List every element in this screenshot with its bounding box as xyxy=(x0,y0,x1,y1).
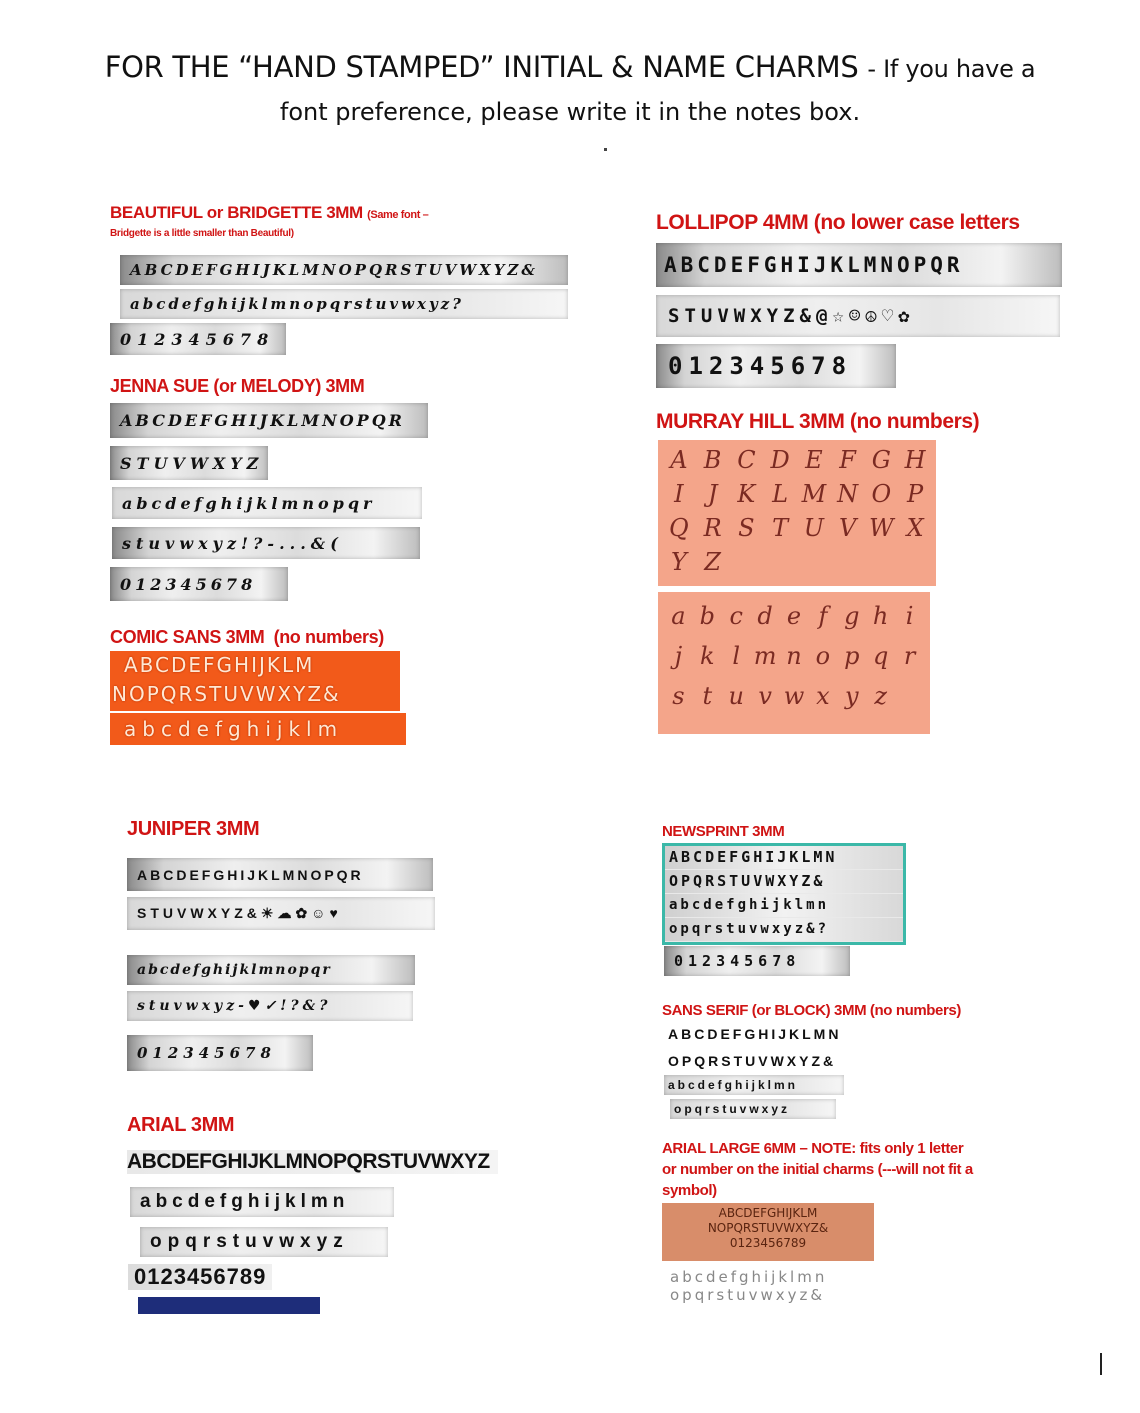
newsprint-sample-upper: ABCDEFGHIJKLMN xyxy=(665,846,903,869)
arial-large-label-3: symbol) xyxy=(662,1182,717,1199)
murray-upper-glyph: Q xyxy=(669,514,689,542)
comic-sample-upper: ABCDEFGHIJKLM xyxy=(124,653,315,677)
page-title xyxy=(0,50,1140,84)
murray-lower-grid xyxy=(664,602,924,710)
juniper-sample-lower-2: stuvwxyz-♥✓!?&? xyxy=(127,991,413,1021)
murray-lower-glyph: t xyxy=(702,682,713,710)
lollipop-sample-symbols: STUVWXYZ&@☆☺☮♡✿ xyxy=(656,295,1060,337)
beautiful-label: BEAUTIFUL or BRIDGETTE 3MM (Same font – xyxy=(110,203,429,222)
jenna-sample-upper-2: STUVWXYZ xyxy=(110,446,268,480)
sans-serif-sample-upper: ABCDEFGHIJKLMN xyxy=(668,1026,842,1042)
comic-sample-box xyxy=(110,651,400,711)
jenna-label: JENNA SUE (or MELODY) 3MM xyxy=(110,376,365,396)
juniper-sample-upper: ABCDEFGHIJKLMNOPQR xyxy=(127,858,433,891)
murray-sample-lower-box xyxy=(658,592,930,734)
murray-lower-glyph: u xyxy=(728,682,744,710)
murray-lower-glyph: p xyxy=(844,642,860,670)
murray-upper-glyph: J xyxy=(707,480,718,508)
murray-lower-glyph: y xyxy=(844,682,859,710)
arial-sample-numbers: 0123456789 xyxy=(128,1264,272,1290)
stray-dot xyxy=(604,148,607,151)
murray-upper-glyph: G xyxy=(871,446,891,474)
murray-lower-glyph: z xyxy=(874,682,887,710)
newsprint-sample-box xyxy=(662,843,906,945)
arial-large-label-2: or number on the initial charms (---will not fit a xyxy=(662,1161,973,1178)
murray-sample-upper-box xyxy=(658,440,936,586)
jenna-sample-lower-2: stuvwxyz!?-...&( xyxy=(112,527,420,559)
juniper-label: JUNIPER 3MM xyxy=(127,818,260,840)
title-preference-lead: - If you have a xyxy=(867,55,1036,83)
murray-upper-glyph: I xyxy=(674,480,684,508)
arial-large-sample-box xyxy=(662,1203,874,1261)
lollipop-sample-upper: ABCDEFGHIJKLMNOPQR xyxy=(656,243,1062,287)
murray-upper-glyph: Y xyxy=(670,548,687,576)
beautiful-note: (Same font – xyxy=(367,209,429,221)
murray-upper-glyph: X xyxy=(906,514,924,542)
murray-lower-glyph: b xyxy=(699,602,715,630)
murray-lower-glyph: j xyxy=(674,642,683,670)
arial-sample-lower-2: opqrstuvwxyz xyxy=(140,1227,388,1257)
murray-upper-grid xyxy=(662,446,932,576)
murray-lower-glyph: k xyxy=(700,642,715,670)
arial-large-sample-lower-2: opqrstuvwxyz& xyxy=(670,1286,826,1304)
sans-serif-label: SANS SERIF (or BLOCK) 3MM (no numbers) xyxy=(662,1002,961,1019)
murray-upper-glyph: M xyxy=(801,480,827,508)
arial-large-label: ARIAL LARGE 6MM – NOTE: fits only 1 letter xyxy=(662,1140,964,1157)
murray-label: MURRAY HILL 3MM (no numbers) xyxy=(656,410,980,433)
murray-upper-glyph: P xyxy=(907,480,924,508)
juniper-sample-lower: abcdefghijklmnopqr xyxy=(127,955,415,985)
murray-upper-glyph: B xyxy=(703,446,722,474)
page-mark xyxy=(1100,1353,1102,1375)
murray-upper-glyph: K xyxy=(737,480,756,508)
sans-serif-sample-lower-2: opqrstuvwxyz xyxy=(670,1099,836,1119)
jenna-sample-lower: abcdefghijklmnopqr xyxy=(112,487,422,519)
arial-label: ARIAL 3MM xyxy=(127,1114,235,1136)
murray-upper-glyph: N xyxy=(837,480,859,508)
sans-serif-sample-lower: abcdefghijklmn xyxy=(664,1075,844,1095)
lollipop-sample-numbers: 012345678 xyxy=(656,344,896,388)
murray-upper-glyph: S xyxy=(738,514,755,542)
murray-lower-glyph: i xyxy=(905,602,914,630)
beautiful-subnote: Bridgette is a little smaller than Beautiful) xyxy=(110,228,294,239)
newsprint-sample-lower: abcdefghijklmn xyxy=(665,894,903,917)
murray-lower-glyph: h xyxy=(872,602,889,630)
jenna-sample-upper: ABCDEFGHIJKLMNOPQR xyxy=(110,403,428,438)
murray-lower-glyph: o xyxy=(815,642,831,670)
lollipop-label: LOLLIPOP 4MM (no lower case letters xyxy=(656,211,1020,234)
arial-large-sample-upper-2: NOPQRSTUVWXYZ& xyxy=(707,1221,829,1235)
murray-lower-glyph: a xyxy=(671,602,686,630)
murray-lower-glyph: f xyxy=(818,602,828,630)
murray-upper-glyph: A xyxy=(670,446,688,474)
murray-upper-glyph: H xyxy=(904,446,926,474)
murray-lower-glyph: q xyxy=(872,642,889,670)
murray-upper-glyph: R xyxy=(703,514,722,542)
title-main: FOR THE “HAND STAMPED” INITIAL & NAME CHARMS xyxy=(104,50,859,84)
arial-blue-bar xyxy=(138,1297,320,1314)
murray-lower-glyph: m xyxy=(753,642,777,670)
murray-upper-glyph: Z xyxy=(704,548,721,576)
comic-sample-upper-2: NOPQRSTUVWXYZ& xyxy=(112,682,341,706)
murray-lower-glyph: d xyxy=(757,602,773,630)
juniper-sample-upper-2: STUVWXYZ&☀☁✿☺♥ xyxy=(127,897,435,930)
murray-lower-glyph: c xyxy=(729,602,743,630)
murray-upper-glyph: T xyxy=(772,514,789,542)
murray-upper-glyph: O xyxy=(871,480,892,508)
murray-upper-glyph: L xyxy=(772,480,789,508)
comic-label: COMIC SANS 3MM (no numbers) xyxy=(110,627,384,647)
murray-upper-glyph: C xyxy=(737,446,756,474)
murray-upper-glyph: D xyxy=(770,446,790,474)
murray-upper-glyph: F xyxy=(839,446,856,474)
arial-sample-lower: abcdefghijklmn xyxy=(130,1187,394,1217)
arial-large-sample-numbers: 0123456789 xyxy=(729,1236,807,1250)
beautiful-sample-upper: ABCDEFGHIJKLMNOPQRSTUVWXYZ& xyxy=(120,255,568,285)
murray-lower-glyph: g xyxy=(844,602,860,630)
murray-lower-glyph: e xyxy=(786,602,802,630)
arial-large-sample-lower: abcdefghijklmn xyxy=(670,1268,828,1286)
beautiful-sample-numbers: 012345678 xyxy=(110,323,286,355)
comic-note: (no numbers) xyxy=(273,627,384,647)
newsprint-sample-numbers: 012345678 xyxy=(664,946,850,976)
murray-upper-glyph: V xyxy=(838,514,857,542)
arial-large-sample-upper: ABCDEFGHIJKLM xyxy=(718,1206,818,1220)
newsprint-label: NEWSPRINT 3MM xyxy=(662,823,785,840)
comic-sample-lower: abcdefghijklm xyxy=(124,717,344,741)
murray-lower-glyph: x xyxy=(816,682,830,710)
murray-upper-glyph: W xyxy=(869,514,894,542)
murray-upper-glyph: E xyxy=(805,446,823,474)
murray-upper-glyph: U xyxy=(803,514,824,542)
jenna-sample-numbers: 012345678 xyxy=(110,567,288,601)
comic-sample-lower-box xyxy=(110,713,406,745)
newsprint-sample-upper-2: OPQRSTUVWXYZ& xyxy=(665,870,903,893)
sans-serif-sample-upper-2: OPQRSTUVWXYZ& xyxy=(668,1053,837,1069)
arial-sample-upper: ABCDEFGHIJKLMNOPQRSTUVWXYZ xyxy=(127,1150,498,1174)
murray-lower-glyph: s xyxy=(672,682,685,710)
murray-lower-glyph: l xyxy=(732,642,741,670)
juniper-sample-numbers: 012345678 xyxy=(127,1035,313,1071)
newsprint-sample-lower-2: opqrstuvwxyz&? xyxy=(665,918,903,941)
beautiful-sample-lower: abcdefghijklmnopqrstuvwxyz? xyxy=(120,289,568,319)
murray-lower-glyph: w xyxy=(783,682,805,710)
title-preference-note: font preference, please write it in the notes box. xyxy=(279,98,861,126)
murray-lower-glyph: n xyxy=(786,642,802,670)
murray-lower-glyph: v xyxy=(758,682,772,710)
murray-lower-glyph: r xyxy=(903,642,916,670)
